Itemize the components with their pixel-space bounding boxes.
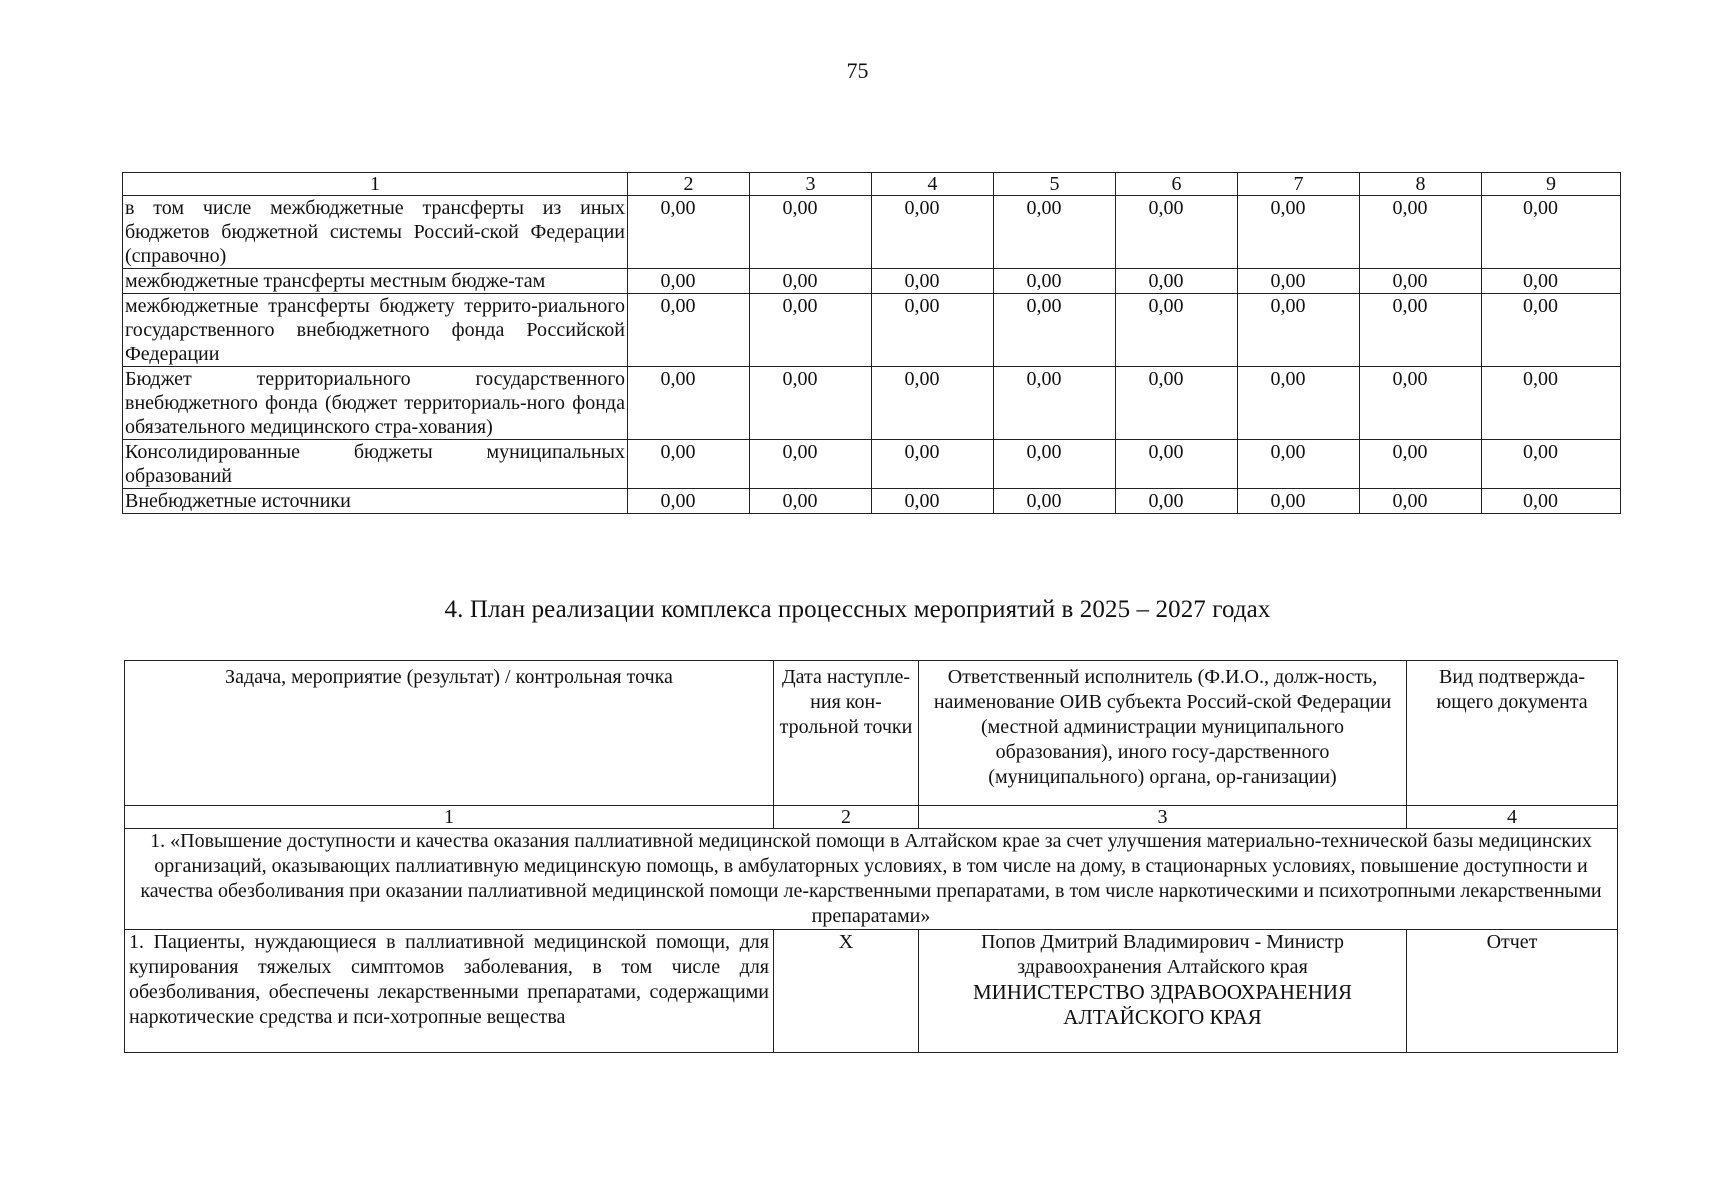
value-cell: 0,00 — [994, 367, 1116, 440]
responsible-organization: МИНИСТЕРСТВО ЗДРАВООХРАНЕНИЯ АЛТАЙСКОГО КРАЯ — [972, 980, 1353, 1029]
date-cell: X — [774, 930, 919, 1053]
value-cell: 0,00 — [1116, 196, 1238, 269]
column-header: 4 — [872, 173, 994, 196]
table-row — [125, 930, 1618, 1053]
value-cell: 0,00 — [994, 269, 1116, 294]
column-index: 4 — [1407, 806, 1618, 829]
value-cell: 0,00 — [872, 367, 994, 440]
column-header: 3 — [750, 173, 872, 196]
column-header-task: Задача, мероприятие (результат) / контрольная точка — [125, 661, 774, 806]
task-description: 1. «Повышение доступности и качества оказания паллиативной медицинской помощи в Алтайском крае за счет улучшения материально-технической базы медицинских организаций, оказывающих паллиативную медицинскую помощь, в амбулаторных условиях, в том числе на дому, в стационарных условиях, повышение доступности и качества обезболивания при оказании паллиативной медицинской помощи ле-карственными препаратами, в том числе наркотическими и психотропными лекарственными препаратами» — [125, 829, 1618, 930]
row-label: межбюджетные трансферты местным бюдже-там — [123, 269, 628, 294]
value-cell: 0,00 — [1238, 196, 1360, 269]
column-header: 8 — [1360, 173, 1482, 196]
value-cell: 0,00 — [1482, 367, 1621, 440]
table-row — [123, 489, 1621, 514]
column-header: 6 — [1116, 173, 1238, 196]
responsible-cell — [919, 930, 1407, 1053]
value-cell: 0,00 — [1116, 367, 1238, 440]
value-cell: 0,00 — [1360, 196, 1482, 269]
table-row — [123, 367, 1621, 440]
table-row — [123, 294, 1621, 367]
value-cell: 0,00 — [872, 294, 994, 367]
value-cell: 0,00 — [750, 367, 872, 440]
document-cell: Отчет — [1407, 930, 1618, 1053]
value-cell: 0,00 — [1360, 367, 1482, 440]
value-cell: 0,00 — [1360, 294, 1482, 367]
value-cell: 0,00 — [1482, 196, 1621, 269]
column-header: 1 — [123, 173, 628, 196]
value-cell: 0,00 — [1360, 440, 1482, 489]
value-cell: 0,00 — [628, 269, 750, 294]
section-title: 4. План реализации комплекса процессных мероприятий в 2025 – 2027 годах — [444, 596, 1271, 623]
table-row — [123, 196, 1621, 269]
value-cell: 0,00 — [628, 489, 750, 514]
value-cell: 0,00 — [628, 294, 750, 367]
value-cell: 0,00 — [750, 269, 872, 294]
value-cell: 0,00 — [750, 440, 872, 489]
column-header: 7 — [1238, 173, 1360, 196]
value-cell: 0,00 — [872, 489, 994, 514]
task-row — [125, 829, 1618, 930]
column-index: 2 — [774, 806, 919, 829]
value-cell: 0,00 — [872, 196, 994, 269]
financing-table — [122, 172, 1621, 514]
value-cell: 0,00 — [872, 269, 994, 294]
value-cell: 0,00 — [994, 489, 1116, 514]
row-label: межбюджетные трансферты бюджету террито-риального государственного внебюджетного фонда Российской Федерации — [123, 294, 628, 367]
value-cell: 0,00 — [994, 294, 1116, 367]
table-header-row — [123, 173, 1621, 196]
column-header-document: Вид подтвержда-ющего документа — [1407, 661, 1618, 806]
value-cell: 0,00 — [1360, 269, 1482, 294]
column-header: 2 — [628, 173, 750, 196]
column-index-row — [125, 806, 1618, 829]
value-cell: 0,00 — [994, 196, 1116, 269]
value-cell: 0,00 — [1116, 269, 1238, 294]
value-cell: 0,00 — [750, 489, 872, 514]
row-label: Бюджет территориального государственного внебюджетного фонда (бюджет территориаль-ного фонда обязательного медицинского стра-хования) — [123, 367, 628, 440]
value-cell: 0,00 — [1116, 294, 1238, 367]
row-label: в том числе межбюджетные трансферты из иных бюджетов бюджетной системы Россий-ской Федерации (справочно) — [123, 196, 628, 269]
value-cell: 0,00 — [994, 440, 1116, 489]
value-cell: 0,00 — [628, 440, 750, 489]
value-cell: 0,00 — [872, 440, 994, 489]
value-cell: 0,00 — [1116, 440, 1238, 489]
value-cell: 0,00 — [1238, 367, 1360, 440]
activity-cell: 1. Пациенты, нуждающиеся в паллиативной медицинской помощи, для купирования тяжелых симптомов заболевания, в том числе для обезболивания, обеспечены лекарственными препаратами, содержащими наркотические средства и пси-хотропные вещества — [125, 930, 774, 1053]
row-label: Консолидированные бюджеты муниципальных образований — [123, 440, 628, 489]
value-cell: 0,00 — [1360, 489, 1482, 514]
value-cell: 0,00 — [1482, 269, 1621, 294]
value-cell: 0,00 — [1238, 269, 1360, 294]
column-header-date: Дата наступле-ния кон-трольной точки — [774, 661, 919, 806]
table-row — [123, 269, 1621, 294]
table-row — [123, 440, 1621, 489]
value-cell: 0,00 — [1238, 489, 1360, 514]
column-header-responsible: Ответственный исполнитель (Ф.И.О., долж-ность, наименование ОИВ субъекта Россий-ской Федерации (местной администрации муниципального образования), иного госу-дарственного (муниципального) органа, ор-ганизации) — [919, 661, 1407, 806]
value-cell: 0,00 — [628, 367, 750, 440]
value-cell: 0,00 — [1116, 489, 1238, 514]
column-header: 9 — [1482, 173, 1621, 196]
value-cell: 0,00 — [1482, 294, 1621, 367]
column-index: 3 — [919, 806, 1407, 829]
value-cell: 0,00 — [1238, 294, 1360, 367]
row-label: Внебюджетные источники — [123, 489, 628, 514]
value-cell: 0,00 — [628, 196, 750, 269]
value-cell: 0,00 — [1238, 440, 1360, 489]
table-header-row — [125, 661, 1618, 806]
implementation-plan-table — [124, 660, 1618, 1053]
value-cell: 0,00 — [1482, 440, 1621, 489]
value-cell: 0,00 — [1482, 489, 1621, 514]
responsible-person: Попов Дмитрий Владимирович - Министр здравоохранения Алтайского края — [980, 931, 1345, 978]
value-cell: 0,00 — [750, 196, 872, 269]
value-cell: 0,00 — [750, 294, 872, 367]
column-index: 1 — [125, 806, 774, 829]
column-header: 5 — [994, 173, 1116, 196]
page-number: 75 — [846, 58, 869, 83]
